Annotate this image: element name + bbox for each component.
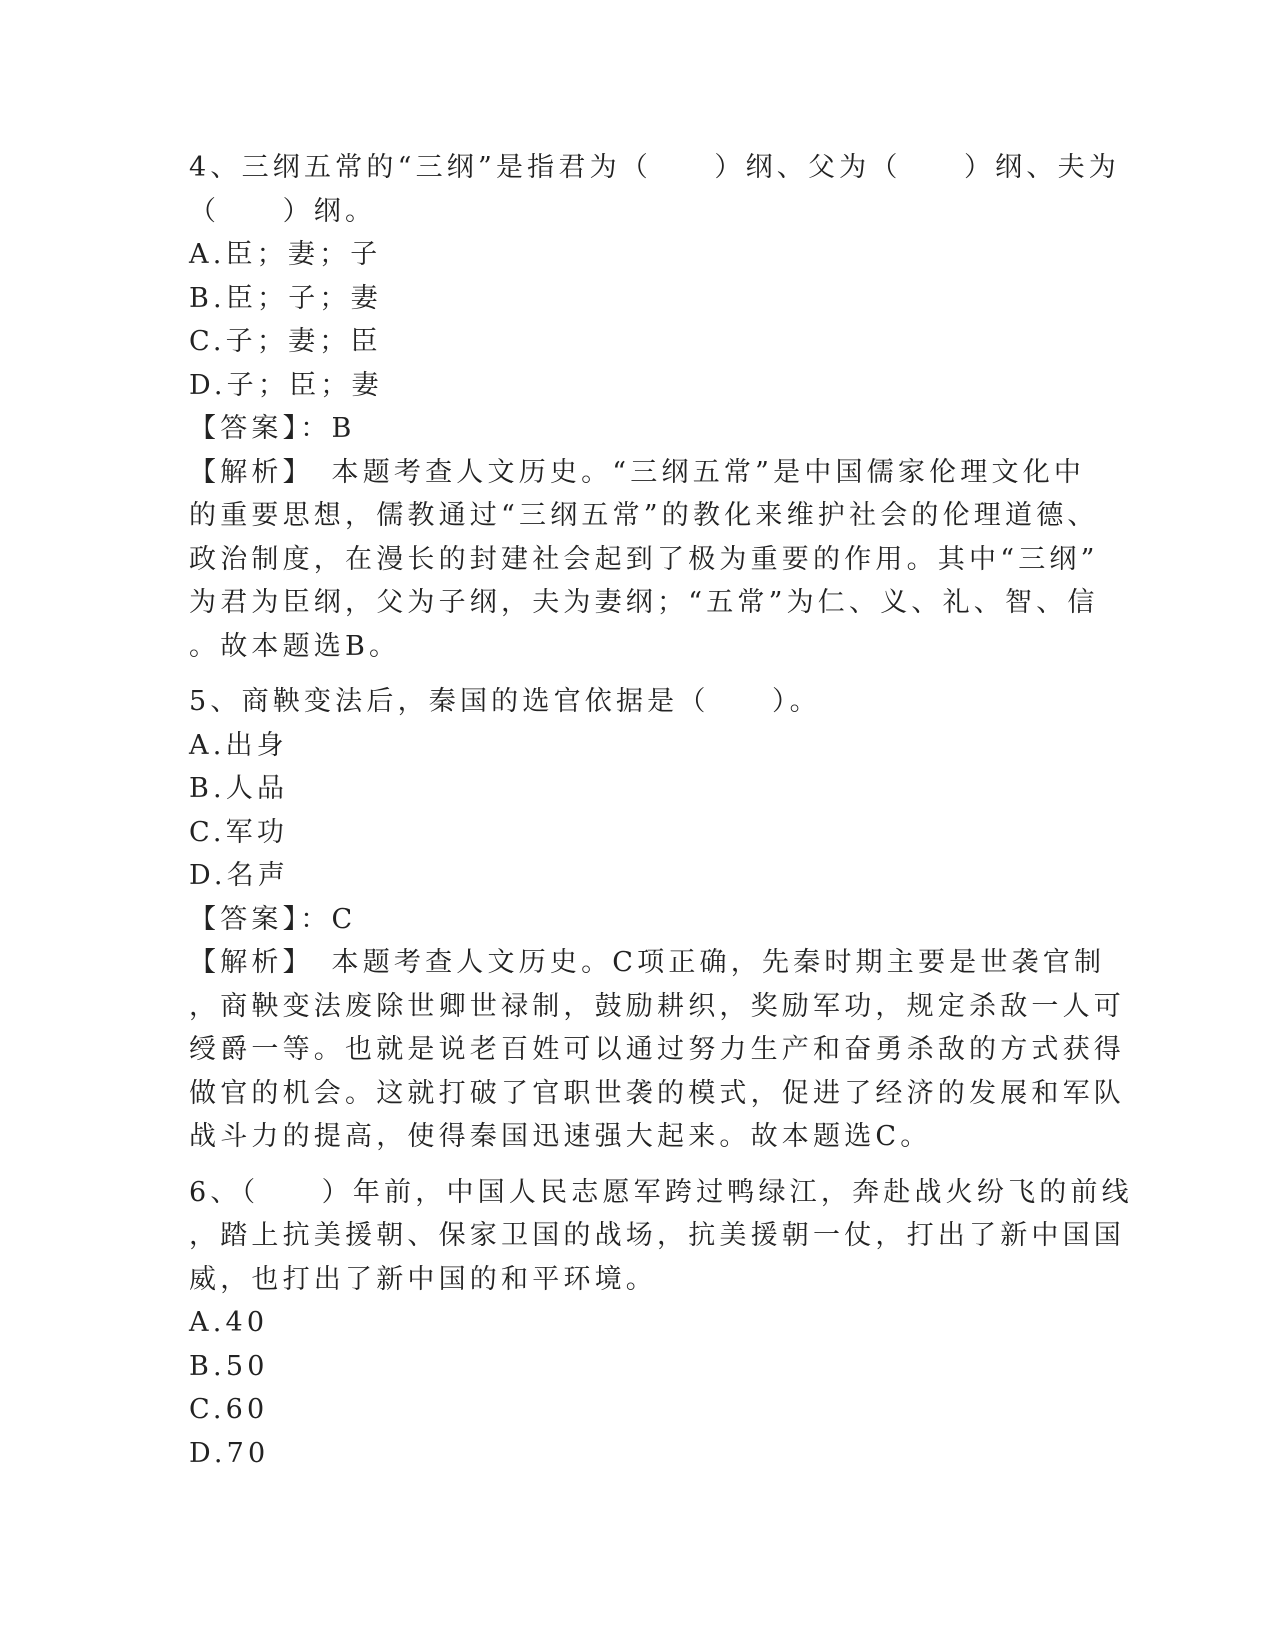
option-c: C.60	[189, 1394, 269, 1425]
explanation-line: 为君为臣纲，父为子纲，夫为妻纲；“五常”为仁、义、礼、智、信	[189, 587, 1099, 618]
stem-line: ，踏上抗美援朝、保家卫国的战场，抗美援朝一仗，打出了新中国国	[189, 1220, 1125, 1251]
stem-line: 5、商鞅变法后，秦国的选官依据是（ ）。	[189, 686, 821, 717]
explanation-line: 【解析】 本题考查人文历史。C项正确，先秦时期主要是世袭官制	[189, 947, 1106, 978]
option-c: C.军功	[189, 816, 289, 848]
option-c: C.子；妻；臣	[189, 326, 382, 357]
answer-line	[189, 898, 1079, 942]
stem-line: 威，也打出了新中国的和平环境。	[189, 1263, 657, 1295]
explanation-line: 【解析】 本题考查人文历史。“三纲五常”是中国儒家伦理文化中	[189, 456, 1086, 488]
answer-label: 【答案】：	[189, 413, 332, 444]
stem-line: （ ）纲。	[189, 195, 377, 227]
page-content	[189, 146, 1133, 1487]
option-b: B.50	[189, 1350, 269, 1382]
question-stem	[189, 680, 1079, 724]
option-d: D.70	[189, 1437, 270, 1469]
answer-value: C	[331, 903, 353, 935]
option-a: A.臣；妻；子	[189, 239, 382, 270]
stem-line: 4、三纲五常的“三纲”是指君为（ ）纲、父为（ ）纲、夫为	[189, 152, 1120, 183]
explanation-line: 战斗力的提高，使得秦国迅速强大起来。故本题选C。	[189, 1121, 932, 1152]
option-a: A.出身	[189, 729, 288, 761]
explanation-line: ，商鞅变法废除世卿世禄制，鼓励耕织，奖励军功，规定杀敌一人可	[189, 990, 1125, 1022]
option-b: B.臣；子；妻	[189, 282, 382, 314]
option-d: D.子；臣；妻	[189, 369, 383, 401]
explanation	[189, 941, 1125, 1159]
option-b: B.人品	[189, 773, 289, 804]
explanation-line: 做官的机会。这就打破了官职世袭的模式，促进了经济的发展和军队	[189, 1077, 1125, 1109]
explanation-line: 政治制度，在漫长的封建社会起到了极为重要的作用。其中“三纲”	[189, 543, 1099, 575]
option-d: D.名声	[189, 860, 290, 891]
stem-line: 6、（ ）年前，中国人民志愿军跨过鸭绿江，奔赴战火纷飞的前线	[189, 1176, 1133, 1208]
question-5	[189, 680, 1125, 1159]
explanation	[189, 451, 1099, 669]
question-6	[189, 1171, 1133, 1476]
question-stem	[189, 146, 1120, 233]
answer-value: B	[331, 413, 352, 444]
explanation-line: 的重要思想，儒教通过“三纲五常”的教化来维护社会的伦理道德、	[189, 500, 1099, 531]
question-stem	[189, 1171, 1133, 1302]
answer-line	[189, 407, 1079, 451]
option-a: A.40	[189, 1307, 269, 1338]
explanation-line: 绶爵一等。也就是说老百姓可以通过努力生产和奋勇杀敌的方式获得	[189, 1034, 1125, 1065]
question-4	[189, 146, 1120, 668]
answer-label: 【答案】：	[189, 903, 332, 935]
explanation-line: 。故本题选B。	[189, 630, 401, 662]
